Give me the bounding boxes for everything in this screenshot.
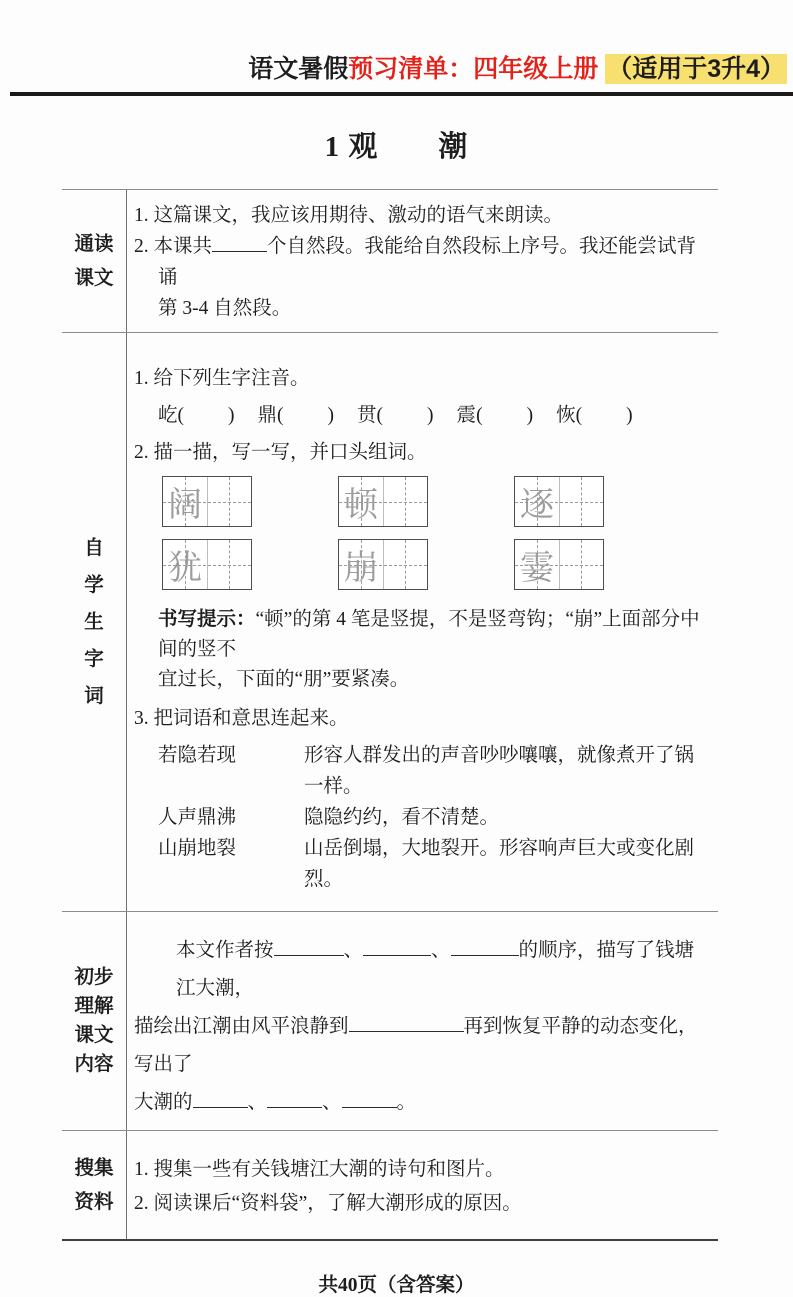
paren-open: (	[376, 405, 384, 427]
header-course-label: 语文暑假	[248, 55, 349, 83]
trace-box	[162, 476, 252, 527]
trace-char: 顿	[344, 487, 378, 525]
paren-open: (	[575, 405, 583, 427]
trace-box	[514, 476, 604, 527]
pinyin-char: 震	[456, 405, 477, 427]
paren-open: (	[476, 405, 483, 427]
item-text: 2. 阅读课后“资料袋”，了解大潮形成的原因。	[134, 1193, 522, 1215]
match-pair	[134, 740, 710, 802]
blank-line	[342, 1093, 397, 1108]
pinyin-char: 恢	[556, 405, 576, 427]
row-chubu-content	[127, 912, 718, 1130]
row-tongdu-content	[127, 190, 718, 332]
paren-close: )	[327, 405, 335, 427]
label-line: 初步	[74, 966, 114, 989]
pinyin-item	[357, 398, 434, 433]
row-souji-label	[62, 1131, 127, 1239]
pinyin-item	[556, 398, 633, 433]
header-grade-badge: （适用于3升4）	[607, 55, 785, 83]
blank-line	[349, 1017, 464, 1032]
row-zixue	[62, 333, 718, 912]
writing-tip-label: 书写提示：	[158, 608, 256, 631]
row-zixue-label	[62, 333, 127, 911]
writing-tip-text: “顿”的第 4 笔是竖提，不是竖弯钩；“崩”上面部分中间的竖不	[158, 609, 700, 661]
paragraph-line: 本文作者按 、 、 的顺序，描写了钱塘江大潮，	[176, 940, 695, 1000]
pinyin-item	[258, 398, 335, 433]
item-text: 1. 给下列生字注音。	[134, 368, 310, 390]
row-chubu-label	[62, 912, 127, 1130]
label-line: 资料	[74, 1191, 114, 1214]
paren-open: (	[177, 405, 185, 427]
trace-char: 霎	[520, 550, 554, 588]
match-pair	[134, 833, 710, 895]
match-pair	[134, 802, 710, 833]
item-text: 3. 把词语和意思连起来。	[134, 708, 349, 730]
page-header	[0, 0, 793, 85]
trace-char: 阔	[168, 487, 202, 525]
match-word: 人声鼎沸	[158, 807, 237, 829]
pinyin-char: 贯	[357, 405, 377, 427]
paren-open: (	[277, 405, 284, 427]
row-tongdu-label	[62, 190, 127, 332]
blank-line	[274, 941, 344, 956]
trace-char: 犹	[168, 550, 202, 588]
label-line: 词	[84, 684, 104, 707]
blank-line	[212, 237, 267, 252]
pinyin-char: 鼎	[257, 405, 278, 427]
item-text: 1. 搜集一些有关钱塘江大潮的诗句和图片。	[134, 1159, 505, 1181]
header-double-rule	[10, 92, 793, 96]
trace-grid-row	[162, 539, 710, 590]
paren-close: )	[526, 405, 534, 427]
label-line: 搜集	[74, 1157, 114, 1180]
writing-tip-text: 宜过长，下面的“朋”要紧凑。	[158, 669, 410, 691]
label-line: 通读	[74, 233, 114, 256]
blank-line	[451, 941, 519, 956]
row-souji	[62, 1131, 718, 1239]
footer-page-count: 共40页（含答案）	[318, 1275, 475, 1297]
trace-box	[338, 539, 428, 590]
match-word: 山崩地裂	[158, 838, 237, 860]
row-tongdu	[62, 190, 718, 333]
trace-box	[338, 476, 428, 527]
label-line: 理解	[74, 995, 114, 1018]
label-line: 内容	[74, 1053, 114, 1076]
match-meaning: 形容人群发出的声音吵吵嚷嚷，就像煮开了锅一样。	[304, 745, 695, 798]
blank-line	[193, 1093, 248, 1108]
item-text: 2. 本课共 个自然段。我能给自然段标上序号。我还能尝试背诵	[134, 236, 697, 289]
label-line: 自	[84, 536, 104, 559]
match-word: 若隐若现	[158, 745, 237, 767]
row-souji-content	[127, 1131, 718, 1239]
lesson-title: 1 观 潮	[324, 131, 469, 164]
trace-char: 崩	[344, 550, 378, 588]
label-line: 课文	[74, 267, 114, 290]
blank-line	[363, 941, 431, 956]
worksheet-table	[62, 189, 718, 1241]
item-text: 1. 这篇课文，我应该用期待、激动的语气来朗读。	[134, 205, 564, 227]
label-line: 课文	[74, 1024, 114, 1047]
paragraph-line: 描绘出江潮由风平浪静到 再到恢复平静的动态变化，写出了	[134, 1016, 698, 1076]
row-zixue-content	[127, 333, 718, 911]
paren-close: )	[228, 405, 235, 427]
header-red-title: 预习清单：四年级上册	[348, 55, 599, 83]
match-section	[134, 740, 710, 895]
trace-box	[162, 539, 252, 590]
row-chubu	[62, 912, 718, 1131]
trace-box	[514, 539, 604, 590]
paragraph-line: 大潮的 、 、 。	[134, 1092, 417, 1114]
pinyin-line	[134, 398, 710, 433]
blank-line	[267, 1093, 322, 1108]
trace-grid-row	[162, 476, 710, 527]
label-line: 字	[84, 647, 104, 670]
pinyin-item	[457, 398, 534, 433]
label-line: 学	[84, 573, 104, 596]
paren-close: )	[626, 405, 633, 427]
match-meaning: 隐隐约约，看不清楚。	[304, 807, 500, 829]
trace-char: 逐	[520, 487, 554, 525]
item-text-continuation: 第 3-4 自然段。	[158, 298, 292, 320]
item-text: 2. 描一描，写一写，并口头组词。	[134, 442, 427, 464]
pinyin-char: 屹	[158, 405, 178, 427]
pinyin-item	[158, 398, 235, 433]
paren-close: )	[427, 405, 434, 427]
label-line: 生	[84, 610, 104, 633]
match-meaning: 山岳倒塌，大地裂开。形容响声巨大或变化剧烈。	[304, 838, 695, 891]
writing-tip	[134, 604, 710, 695]
